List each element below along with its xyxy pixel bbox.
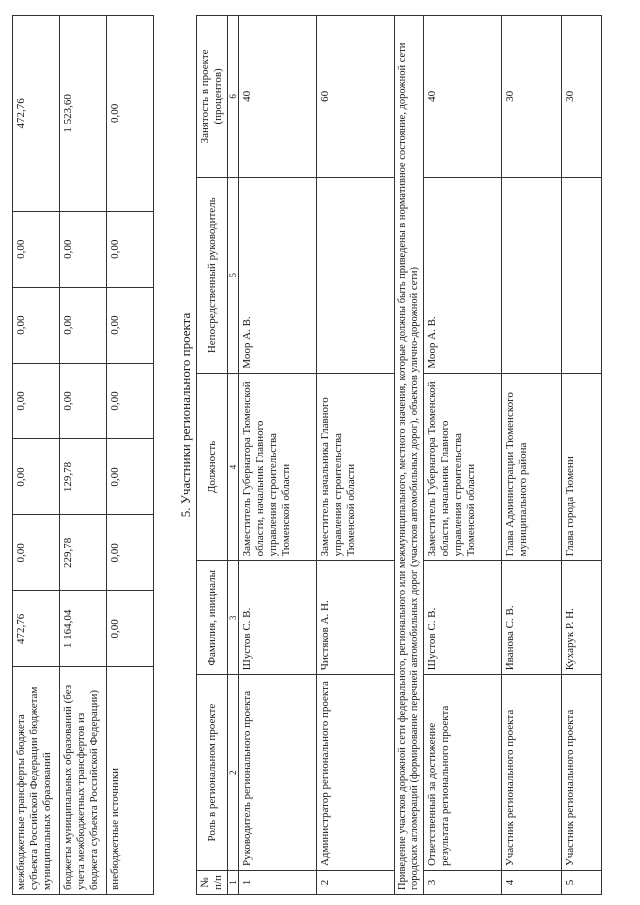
finance-total: 0,00 [107,16,154,212]
header-cell: Занятость в проекте (процентов) [197,16,228,178]
finance-value: 472,76 [13,591,60,667]
name-cell: Иванова С. В. [502,561,562,675]
table-header-row [197,16,228,895]
role-cell: Участник регионального проекта [502,675,562,871]
share-cell: 40 [239,16,317,178]
finance-value: 229,78 [60,515,107,591]
finance-label: бюджеты муниципальных образований (без учета межбюджетных трансфертов из бюджета субъекта Российской Федерации) [60,667,107,895]
role-cell: Руководитель регионального проекта [239,675,317,871]
row-number: 2 [317,871,395,895]
header-cell: Роль в региональном проекте [197,675,228,871]
finance-value: 0,00 [60,211,107,287]
finance-value: 0,00 [107,363,154,439]
table-row [317,16,395,895]
name-cell: Шустов С. В. [239,561,317,675]
share-cell: 60 [317,16,395,178]
column-index: 6 [228,16,239,178]
position-cell: Заместитель начальника Главного управления строительства Тюменской области [317,373,395,561]
column-index: 5 [228,177,239,373]
participants-table [196,15,602,895]
share-cell: 30 [562,16,602,178]
column-index: 1 [228,871,239,895]
finance-value: 1 164,04 [60,591,107,667]
finance-value: 0,00 [107,591,154,667]
table-row [502,16,562,895]
row-number: 4 [502,871,562,895]
manager-cell: Моор А. В. [239,177,317,373]
manager-cell [562,177,602,373]
row-number: 5 [562,871,602,895]
name-cell: Кухарук Р. Н. [562,561,602,675]
row-number: 1 [239,871,317,895]
finance-value: 0,00 [13,287,60,363]
finance-value: 0,00 [13,439,60,515]
position-cell: Глава города Тюмени [562,373,602,561]
finance-label: межбюджетные трансферты бюджета субъекта Российской Федерации бюджетам муниципальных образований [13,667,60,895]
column-index: 4 [228,373,239,561]
table-row [395,16,424,895]
manager-cell [502,177,562,373]
table-row [424,16,502,895]
finance-total: 1 523,60 [60,16,107,212]
share-cell: 40 [424,16,502,178]
finance-total: 472,76 [13,16,60,212]
column-index-row [228,16,239,895]
position-cell: Заместитель Губернатора Тюменской области, начальник Главного управления строительства Тюменской области [239,373,317,561]
manager-cell: Моор А. В. [424,177,502,373]
section-title: 5. Участники регионального проекта [178,312,193,518]
finance-table [12,15,154,895]
table-row [13,16,60,895]
role-cell: Ответственный за достижение результата регионального проекта [424,675,502,871]
header-cell: Должность [197,373,228,561]
header-cell: Фамилия, инициалы [197,561,228,675]
finance-value: 0,00 [107,287,154,363]
finance-value: 0,00 [60,363,107,439]
finance-value: 0,00 [13,211,60,287]
manager-cell [317,177,395,373]
position-cell: Заместитель Губернатора Тюменской области, начальник Главного управления строительства Тюменской области [424,373,502,561]
header-cell: Непосредственный руководитель [197,177,228,373]
finance-value: 0,00 [107,439,154,515]
share-cell: 30 [502,16,562,178]
finance-value: 0,00 [60,287,107,363]
finance-value: 0,00 [107,515,154,591]
column-index: 2 [228,675,239,871]
name-cell: Чистяков А. Н. [317,561,395,675]
finance-value: 0,00 [13,515,60,591]
role-cell: Администратор регионального проекта [317,675,395,871]
table-row [60,16,107,895]
column-index: 3 [228,561,239,675]
row-number: 3 [424,871,502,895]
table-row [107,16,154,895]
finance-label: внебюджетные источники [107,667,154,895]
name-cell: Шустов С. В. [424,561,502,675]
header-cell: № п/п [197,871,228,895]
table-row [239,16,317,895]
position-cell: Глава Администрации Тюменского муниципального района [502,373,562,561]
finance-value: 129,78 [60,439,107,515]
role-cell: Участник регионального проекта [562,675,602,871]
table-row [562,16,602,895]
subsection-note: Приведение участков дорожной сети федерального, регионального или межмуниципального, местного значения, которые должны быть приведены в нормативное состояние, дорожной сети городских агломераций (формирование перечней автомобильных дорог (участков автомобильных дорог), объектов улично-дорожной сети) [395,16,424,895]
finance-value: 0,00 [107,211,154,287]
finance-value: 0,00 [13,363,60,439]
